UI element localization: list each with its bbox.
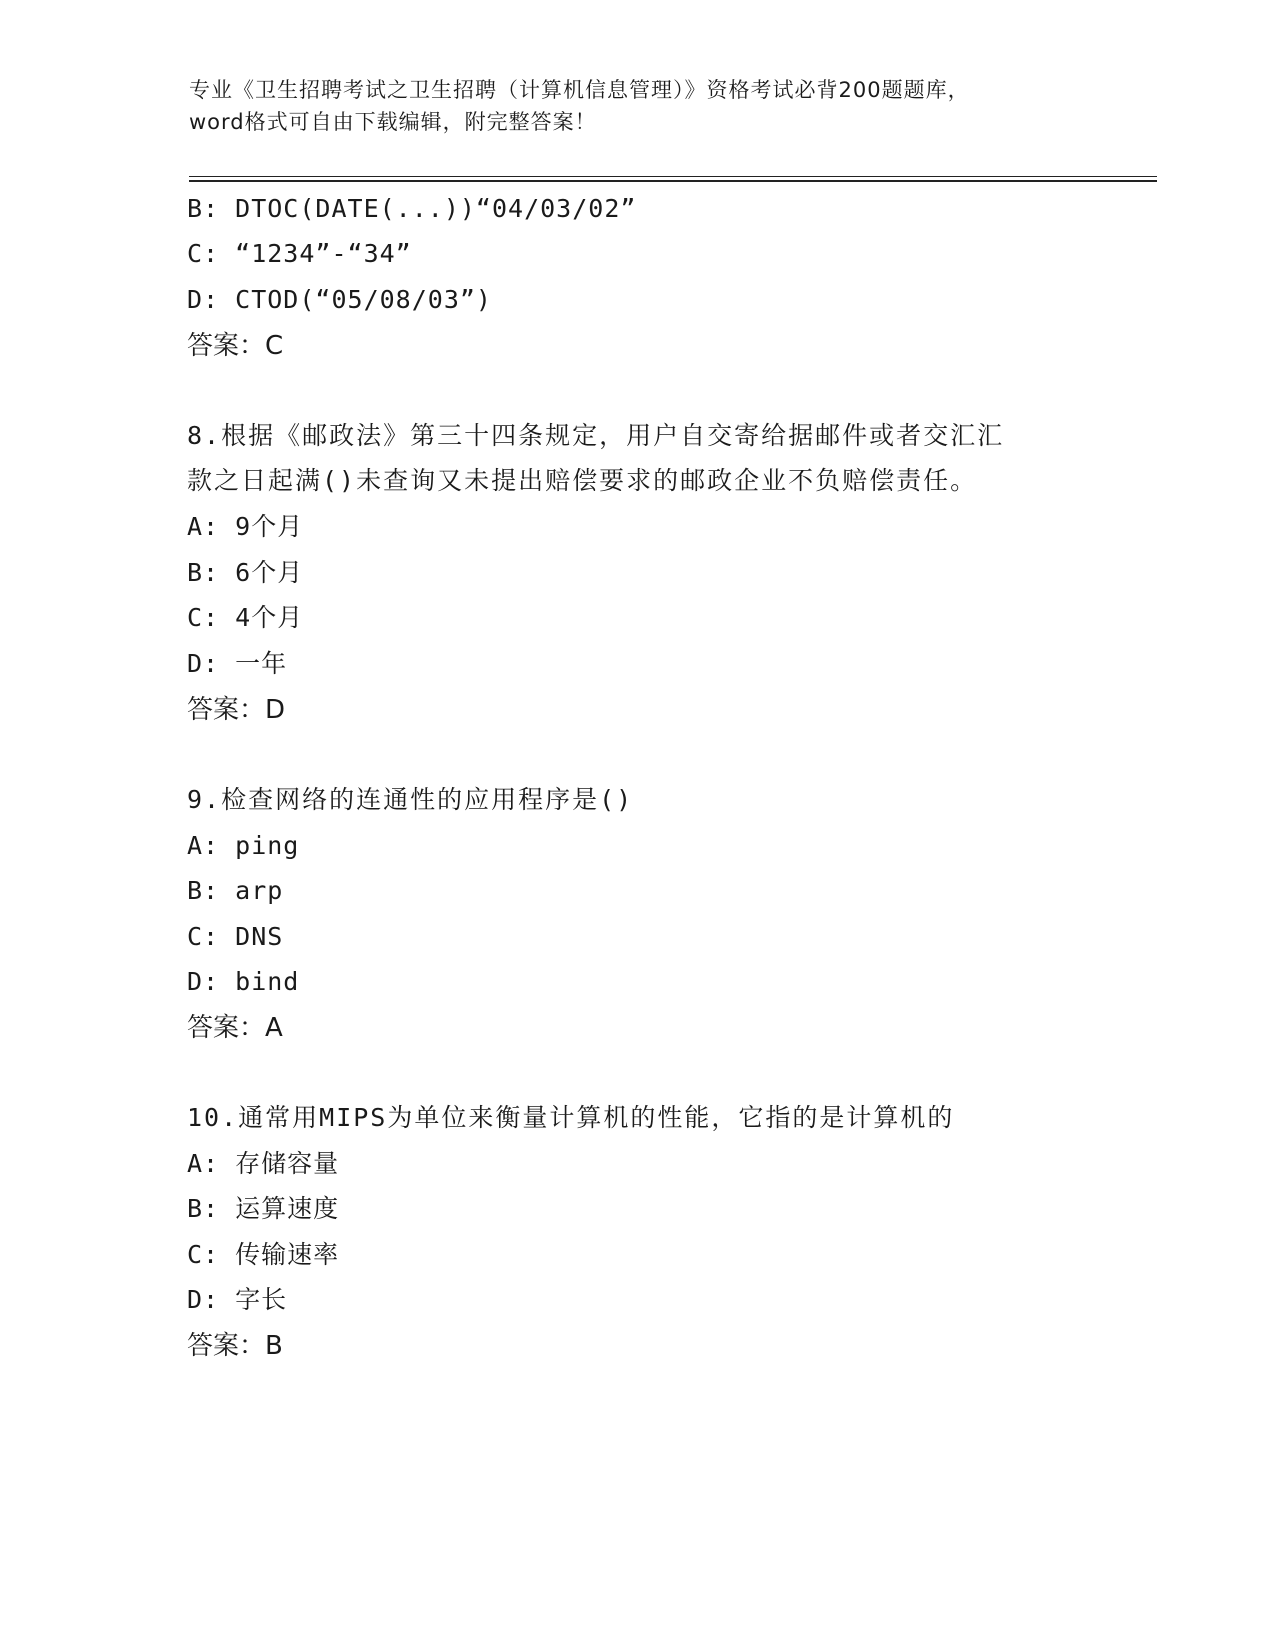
- question-stem-line: 9.检查网络的连通性的应用程序是(): [187, 785, 634, 814]
- option-b: B: arp: [187, 876, 284, 905]
- option-b: B: DTOC(DATE(...))“04/03/02”: [187, 194, 637, 223]
- option-d: D: CTOD(“05/08/03”): [187, 285, 492, 314]
- option-a: A: 9个月: [187, 512, 304, 541]
- header-divider-thin: [189, 176, 1157, 177]
- option-a: A: ping: [187, 831, 300, 860]
- answer-line: 答案：A: [187, 1013, 283, 1043]
- answer-line: 答案：B: [187, 1331, 283, 1361]
- answer-line: 答案：D: [187, 695, 286, 725]
- option-b: B: 运算速度: [187, 1194, 340, 1223]
- answer-line: 答案：C: [187, 331, 284, 361]
- document-header: [189, 74, 1089, 138]
- header-divider-thick: [189, 180, 1157, 182]
- option-c: C: 4个月: [187, 603, 304, 632]
- option-d: D: 一年: [187, 649, 288, 678]
- option-a: A: 存储容量: [187, 1149, 340, 1178]
- question-stem-line: 8.根据《邮政法》第三十四条规定，用户自交寄给据邮件或者交汇汇: [187, 421, 1005, 450]
- question-stem-line: 款之日起满()未查询又未提出赔偿要求的邮政企业不负赔偿责任。: [187, 466, 978, 495]
- option-c: C: “1234”-“34”: [187, 239, 412, 268]
- header-line-2: word格式可自由下载编辑，附完整答案！: [189, 110, 597, 134]
- question-stem-line: 10.通常用MIPS为单位来衡量计算机的性能，它指的是计算机的: [187, 1103, 955, 1132]
- header-line-1: 专业《卫生招聘考试之卫生招聘（计算机信息管理）》资格考试必背200题题库，: [189, 78, 970, 102]
- option-d: D: bind: [187, 967, 300, 996]
- option-c: C: 传输速率: [187, 1240, 340, 1269]
- option-c: C: DNS: [187, 922, 284, 951]
- option-b: B: 6个月: [187, 558, 304, 587]
- option-d: D: 字长: [187, 1285, 288, 1314]
